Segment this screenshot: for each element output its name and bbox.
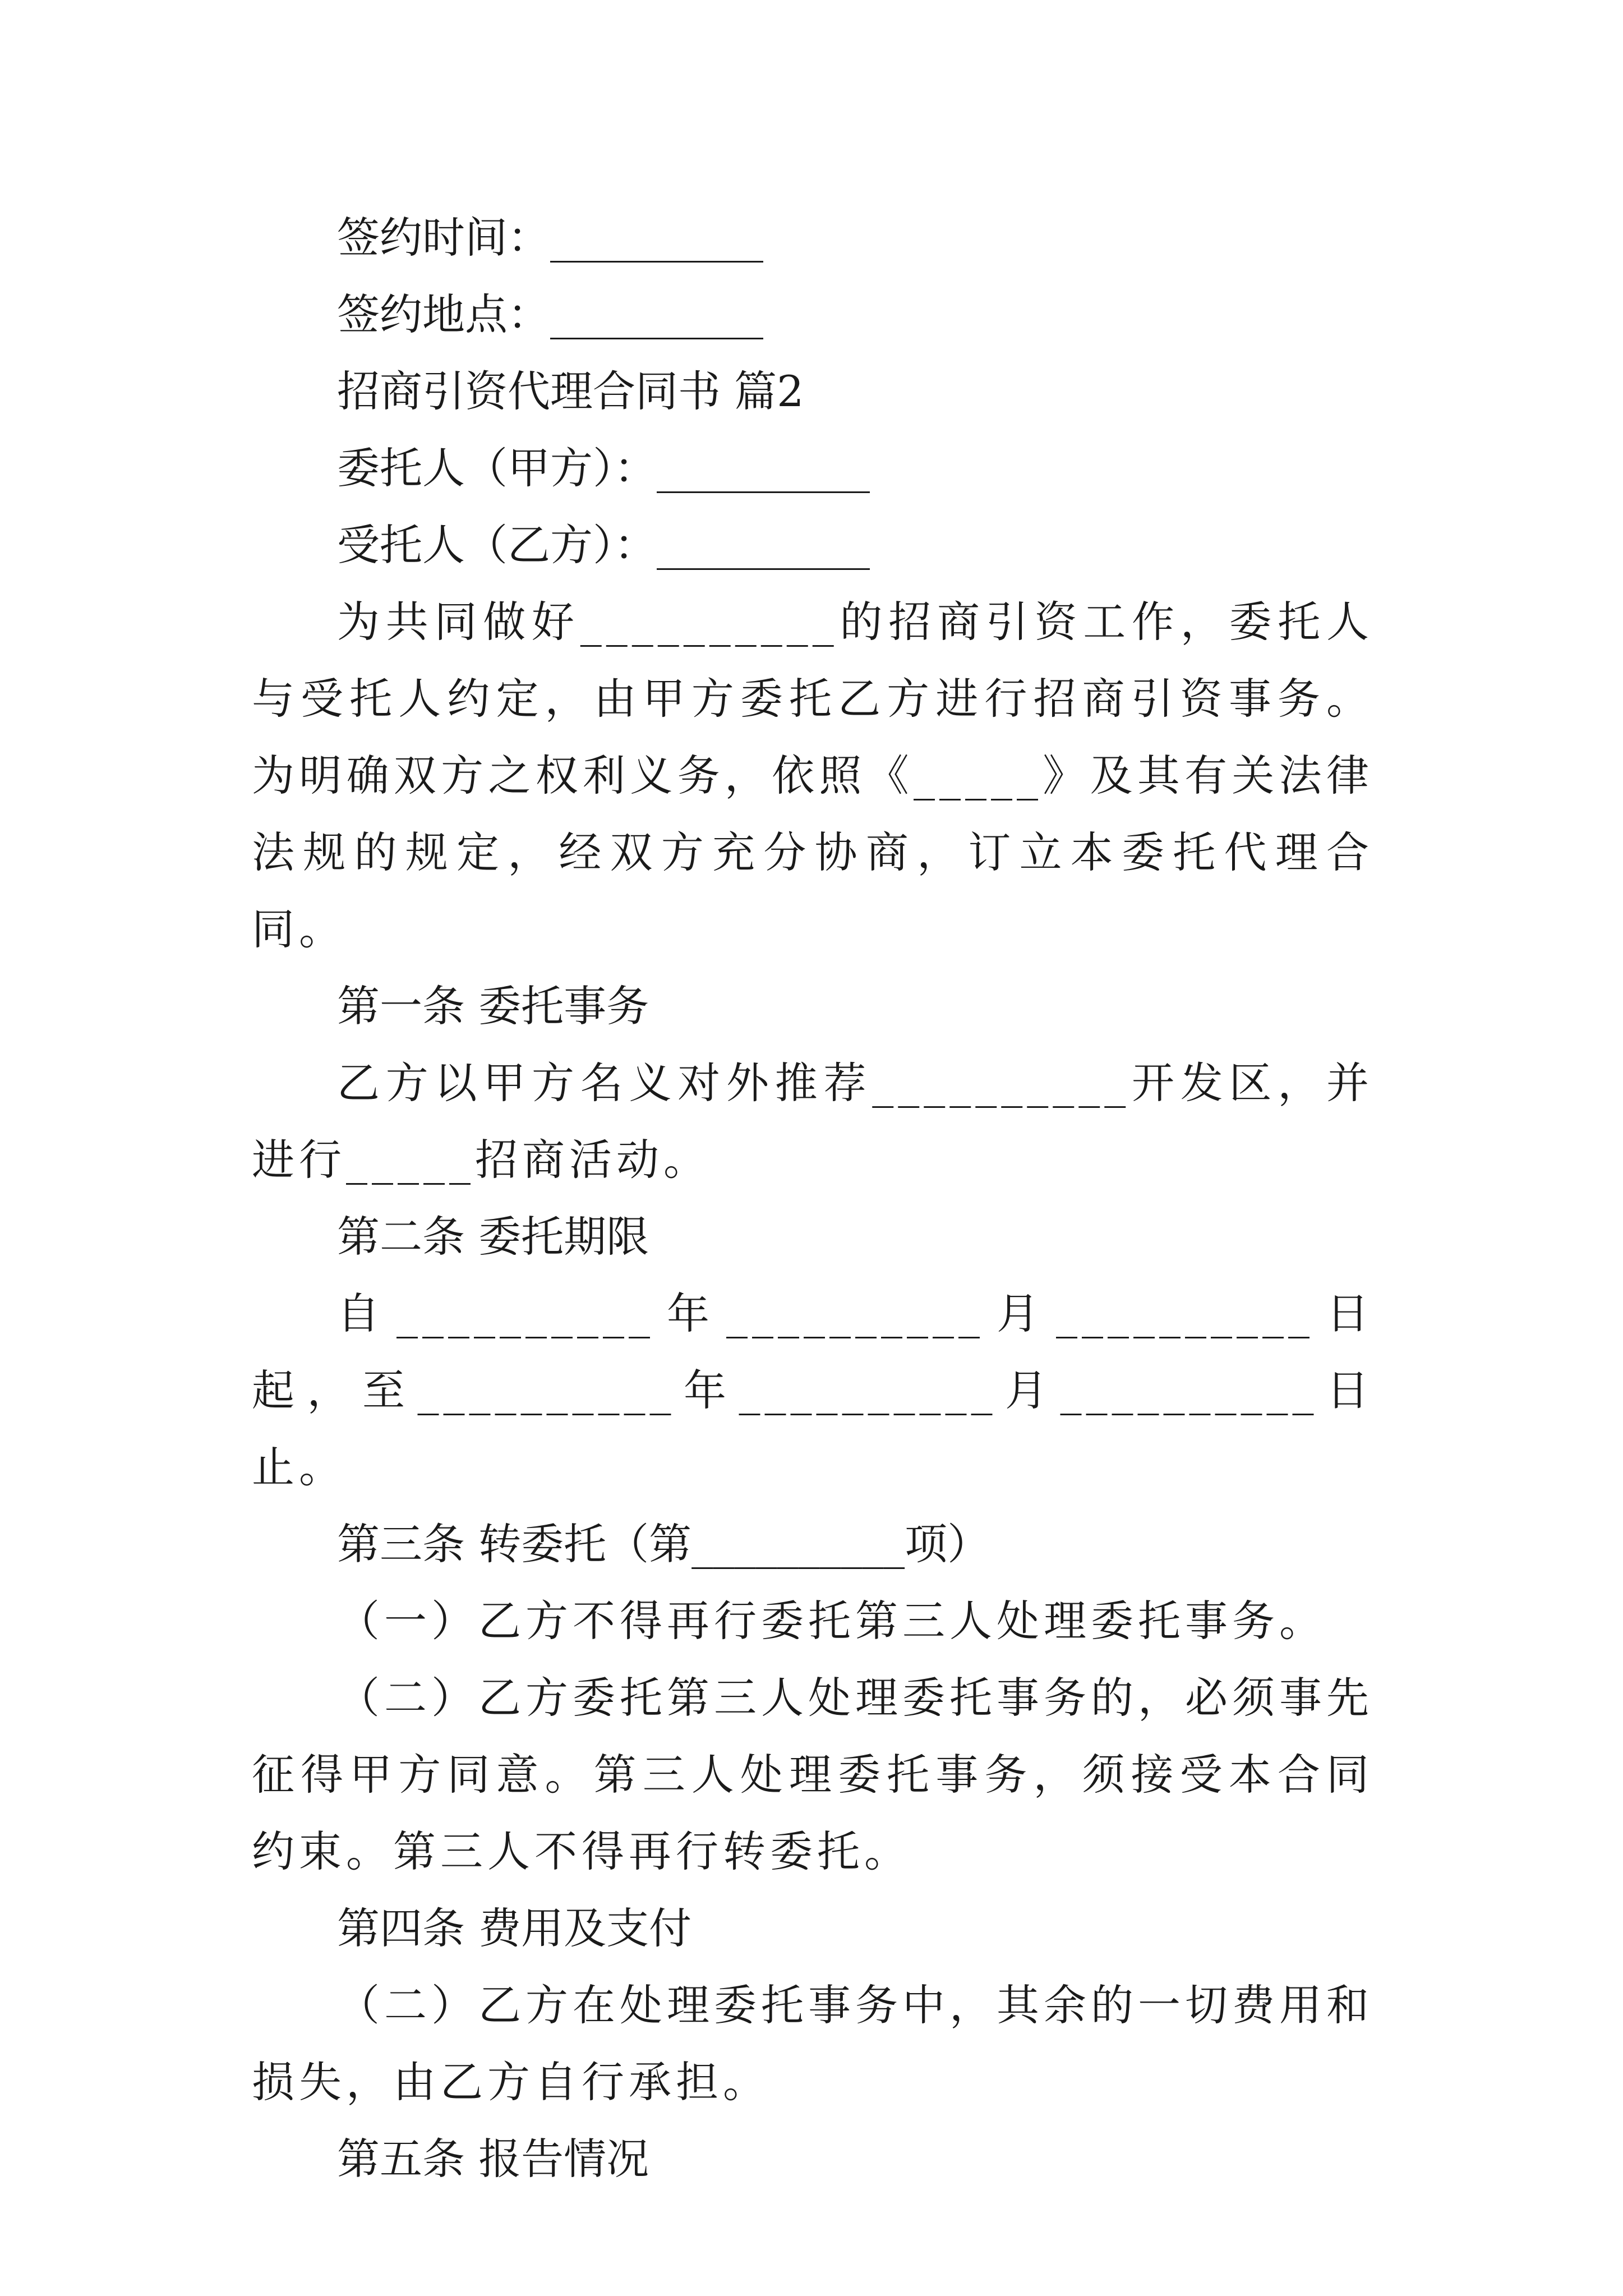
party-b-line: 受托人（乙方）：__________ <box>337 520 870 570</box>
sign-place: 签约地点：__________ <box>337 289 763 339</box>
document-body <box>252 199 1373 2197</box>
article-2-title: 第二条 委托期限 <box>337 1212 649 1262</box>
intro-paragraph: 为共同做好__________的招商引资工作，委托人与受托人约定，由甲方委托乙方进行招商引资事务。为明确双方之权利义务，依照《_____》及其有关法律法规的规定，经双方充分协商，订立本委托代理合同。 <box>252 597 1373 954</box>
section-title: 招商引资代理合同书 篇2 <box>337 366 804 416</box>
article-5-title: 第五条 报告情况 <box>337 2134 649 2184</box>
party-a-line: 委托人（甲方）：__________ <box>337 443 870 493</box>
article-4-item-2: （二）乙方在处理委托事务中，其余的一切费用和损失，由乙方自行承担。 <box>252 1980 1373 2107</box>
article-1-text: 乙方以甲方名义对外推荐__________开发区，并进行_____招商活动。 <box>252 1058 1373 1185</box>
article-2-text: 自__________年__________月__________日起，至__________年__________月__________日止。 <box>252 1289 1373 1492</box>
article-3-item-1: （一）乙方不得再行委托第三人处理委托事务。 <box>337 1596 1326 1646</box>
article-3-item-2: （二）乙方委托第三人处理委托事务的，必须事先征得甲方同意。第三人处理委托事务，须接受本合同约束。第三人不得再行转委托。 <box>252 1673 1373 1876</box>
article-4-title: 第四条 费用及支付 <box>337 1903 692 1953</box>
sign-time: 签约时间：__________ <box>337 213 763 263</box>
article-3-title: 第三条 转委托（第__________项） <box>337 1519 990 1569</box>
article-1-title: 第一条 委托事务 <box>337 981 649 1031</box>
